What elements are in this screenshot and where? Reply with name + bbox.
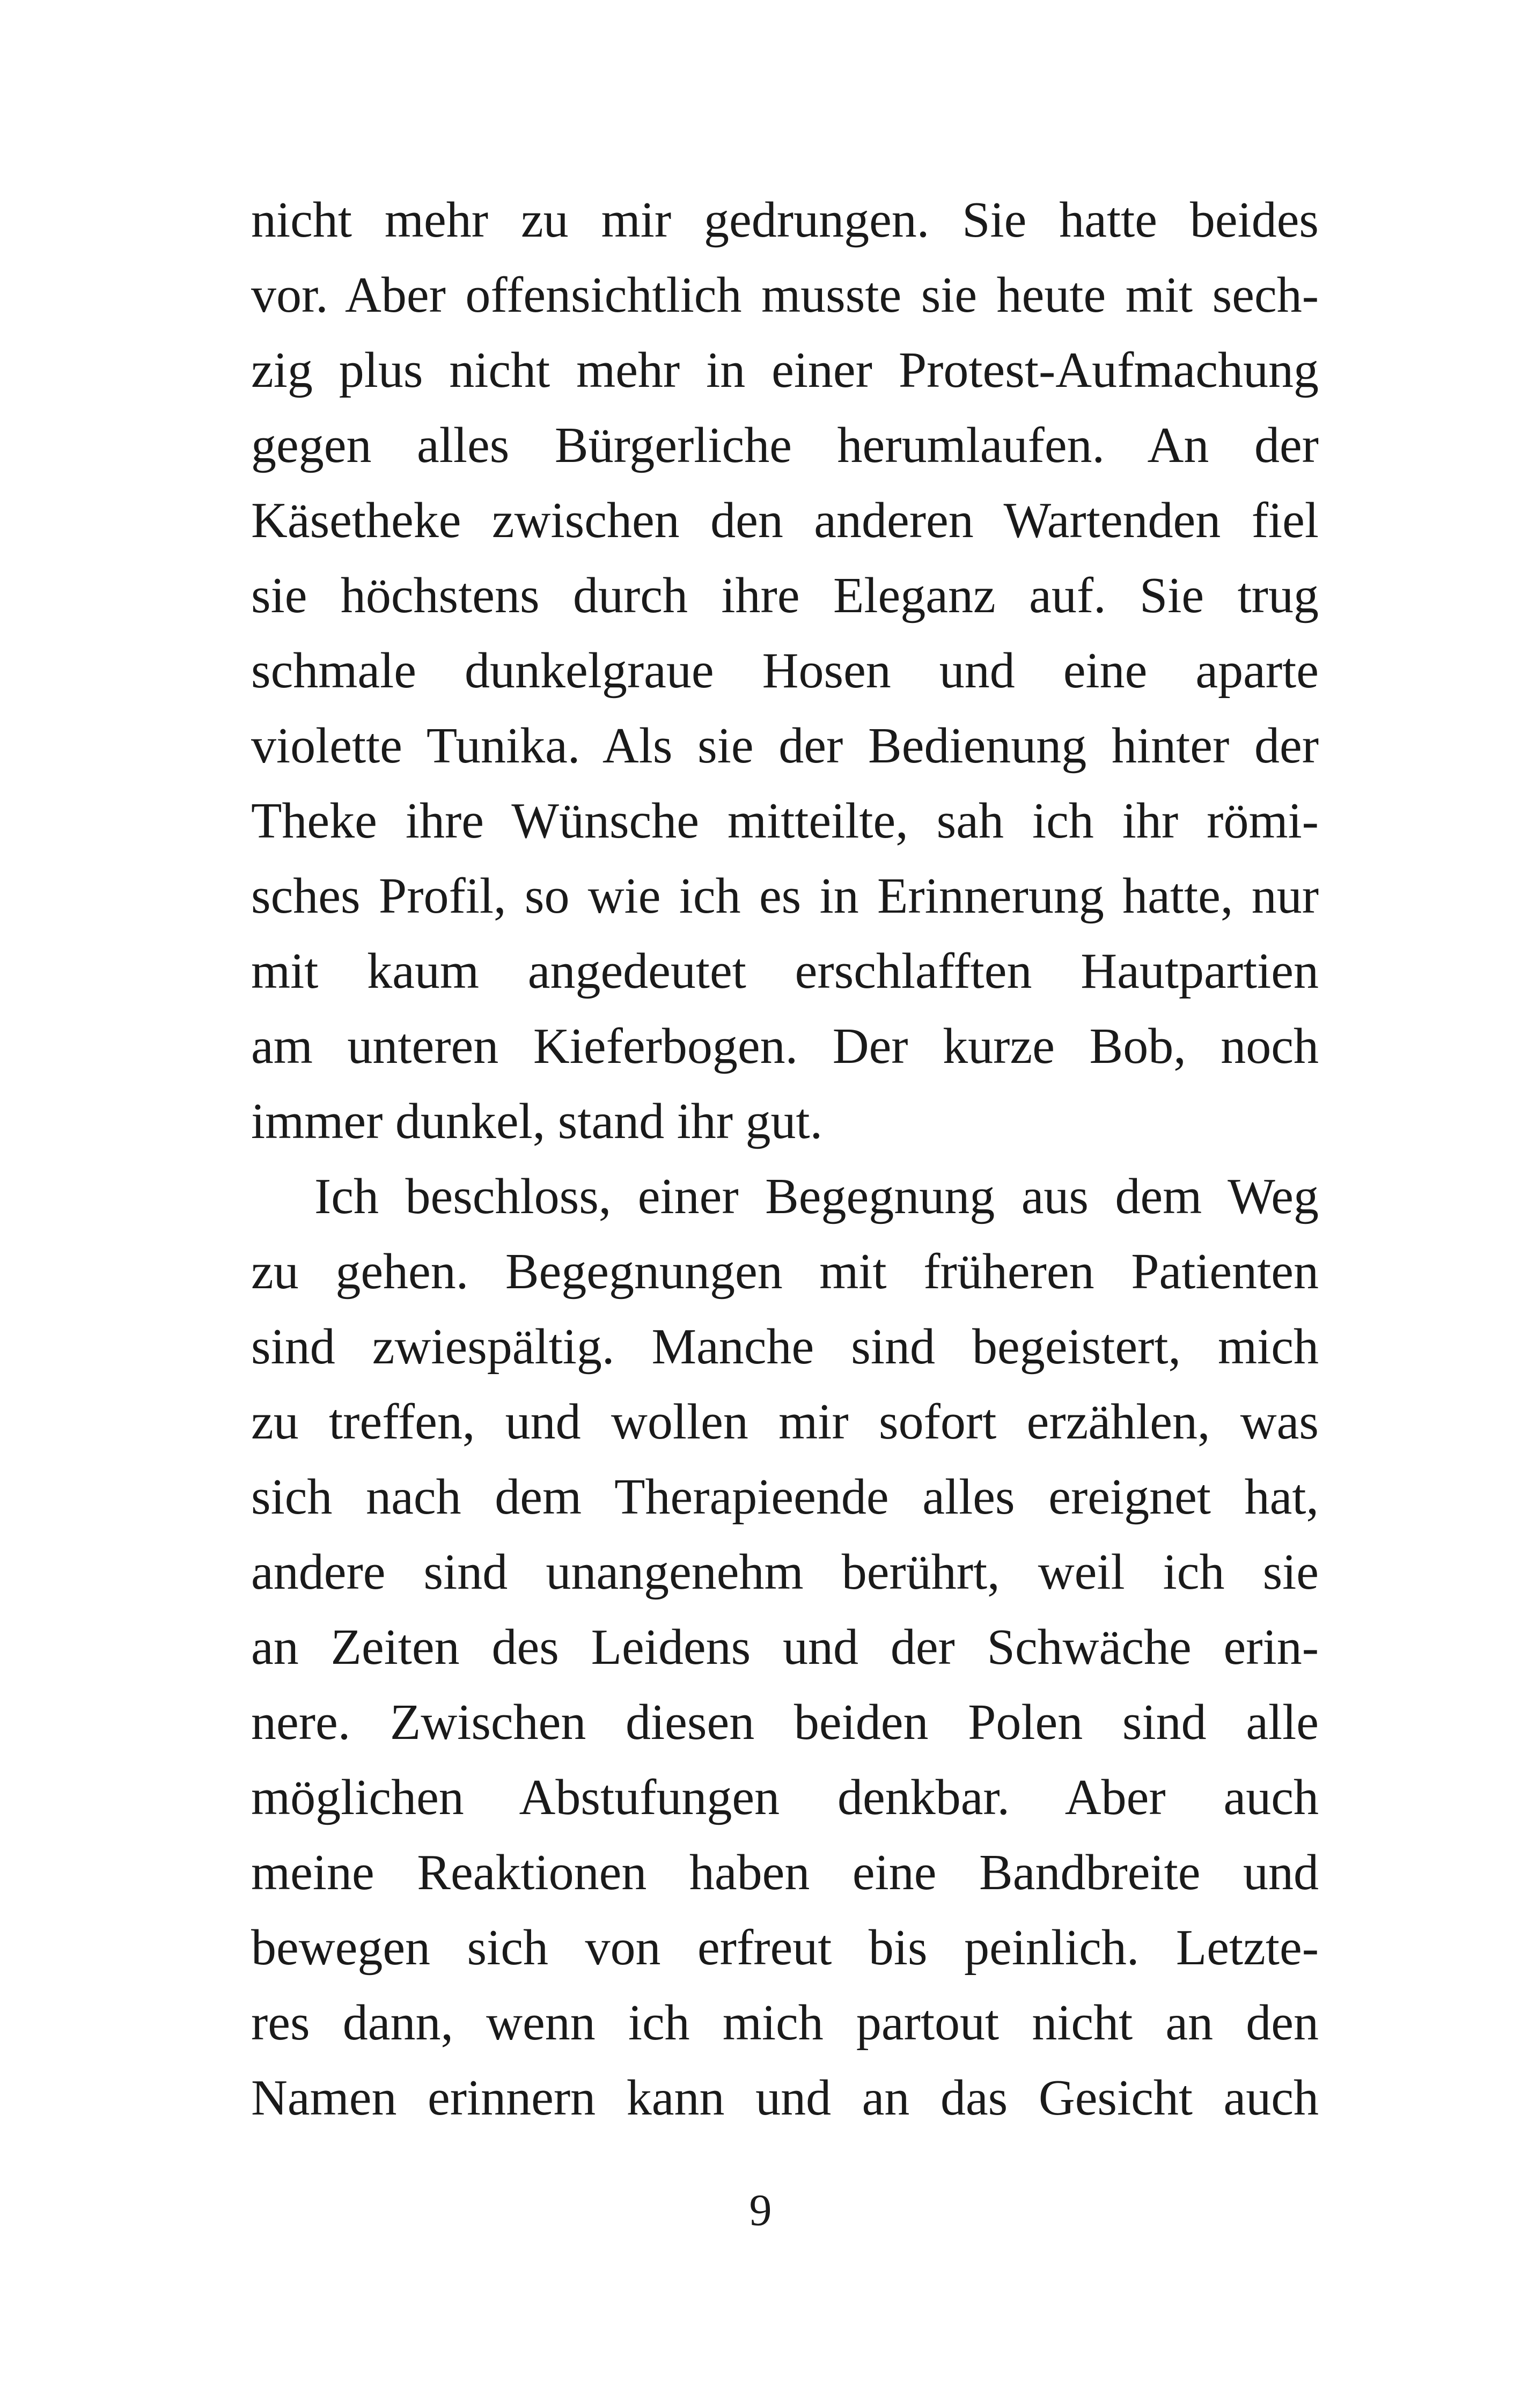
text-line: vor. Aber offensichtlich musste sie heute mit sech- (251, 267, 1319, 323)
text-line: immer dunkel, stand ihr gut. (251, 1093, 823, 1149)
text-line: Käsetheke zwischen den anderen Wartenden fiel (251, 493, 1319, 548)
text-line: sich nach dem Therapieende alles ereignet hat, (251, 1469, 1319, 1525)
text-line: Theke ihre Wünsche mitteilte, sah ich ihr römi- (251, 793, 1319, 849)
text-line: Namen erinnern kann und an das Gesicht auch (251, 2070, 1319, 2126)
text-line: bewegen sich von erfreut bis peinlich. Letzte- (251, 1920, 1319, 1976)
text-line: möglichen Abstufungen denkbar. Aber auch (251, 1770, 1319, 1825)
text-line: zu treffen, und wollen mir sofort erzählen, was (251, 1394, 1319, 1450)
text-line: sie höchstens durch ihre Eleganz auf. Sie trug (251, 568, 1319, 623)
text-line: Ich beschloss, einer Begegnung aus dem Weg (314, 1169, 1319, 1224)
text-line: gegen alles Bürgerliche herumlaufen. An der (251, 417, 1319, 473)
text-line: mit kaum angedeutet erschlafften Hautpartien (251, 943, 1319, 999)
text-line: am unteren Kieferbogen. Der kurze Bob, noch (251, 1018, 1319, 1074)
text-line: meine Reaktionen haben eine Bandbreite und (251, 1845, 1319, 1900)
text-line: zig plus nicht mehr in einer Protest-Aufmachung (251, 342, 1319, 398)
text-line: nere. Zwischen diesen beiden Polen sind alle (251, 1694, 1319, 1750)
text-line: andere sind unangenehm berührt, weil ich sie (251, 1544, 1319, 1600)
text-line: nicht mehr zu mir gedrungen. Sie hatte beides (251, 192, 1319, 248)
text-line: res dann, wenn ich mich partout nicht an den (251, 1995, 1319, 2051)
text-line: sches Profil, so wie ich es in Erinnerung hatte, nur (251, 868, 1319, 924)
text-line: zu gehen. Begegnungen mit früheren Patienten (251, 1244, 1319, 1300)
text-line: schmale dunkelgraue Hosen und eine aparte (251, 643, 1319, 699)
text-line: an Zeiten des Leidens und der Schwäche erin- (251, 1619, 1319, 1675)
page-number: 9 (749, 2185, 772, 2235)
text-line: sind zwiespältig. Manche sind begeistert, mich (251, 1319, 1319, 1375)
text-line: violette Tunika. Als sie der Bedienung hinter der (251, 718, 1319, 774)
